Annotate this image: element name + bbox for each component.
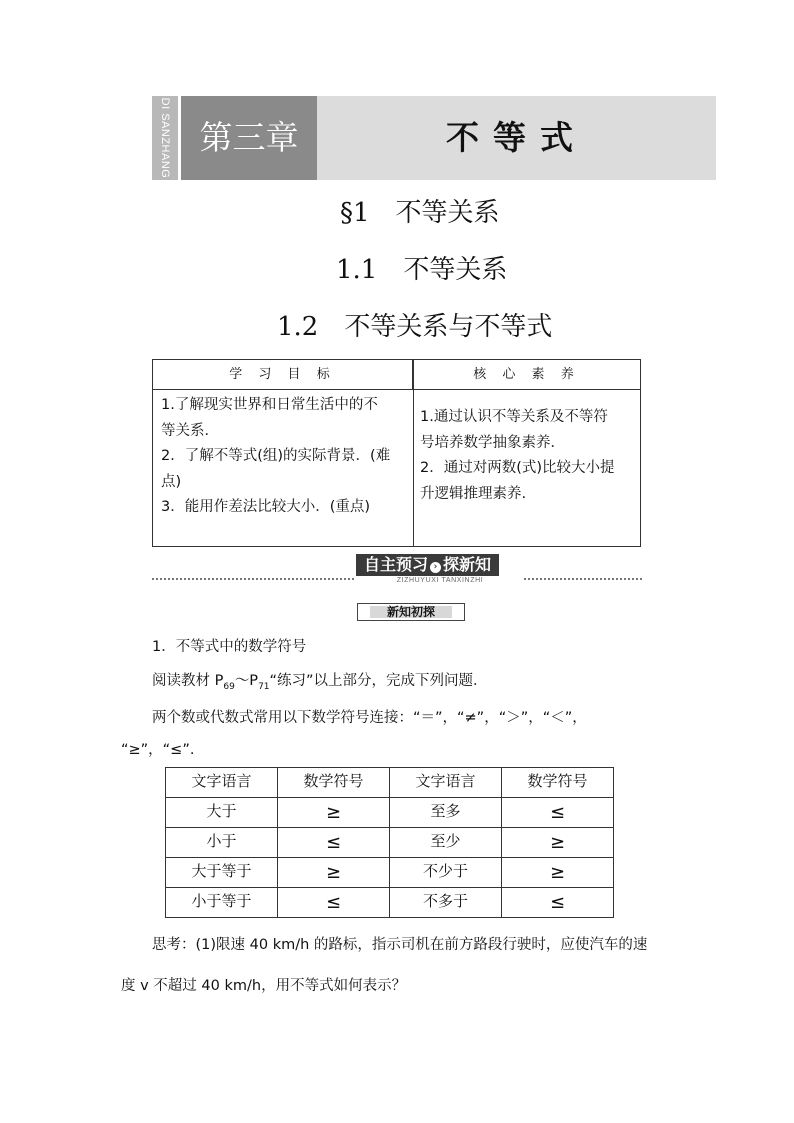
symbol-table xyxy=(165,767,614,918)
chapter-side-label xyxy=(152,96,178,180)
new-knowledge-text: 新知初探 xyxy=(370,606,452,618)
table-cell: ≤ xyxy=(502,888,614,918)
banner-pinyin: ZIZHUYUXI TANXINZHI xyxy=(356,577,524,584)
objectives-left-header: 学 习 目 标 xyxy=(153,360,413,390)
objective-line: 点) xyxy=(161,473,182,490)
table-cell: ≥ xyxy=(278,798,390,828)
literacy-line: 升逻辑推理素养. xyxy=(420,485,527,502)
section-title-1-1: 1.1 不等关系 xyxy=(336,255,508,285)
table-row xyxy=(166,798,614,828)
chapter-title: 不等式 xyxy=(446,118,587,157)
table-cell: ≤ xyxy=(278,828,390,858)
table-cell: ≥ xyxy=(278,858,390,888)
table-header-cell: 文字语言 xyxy=(390,768,502,798)
table-cell: 大于 xyxy=(166,798,278,828)
table-cell: ≥ xyxy=(502,858,614,888)
reading-text-b: ～P xyxy=(234,673,259,689)
literacy-line: 1.通过认识不等关系及不等符 xyxy=(420,409,608,425)
objectives-right-cell xyxy=(420,405,636,507)
banner-left-text: 自主预习 xyxy=(364,555,429,574)
literacy-line: 号培养数学抽象素养． xyxy=(420,434,565,451)
table-cell: 不多于 xyxy=(390,888,502,918)
table-cell: 小于等于 xyxy=(166,888,278,918)
preview-banner xyxy=(356,554,499,576)
symbols-paragraph-line1: 两个数或代数式常用以下数学符号连接：“＝”，“≠”，“＞”，“＜”， xyxy=(152,710,587,726)
table-cell: ≤ xyxy=(278,888,390,918)
objectives-right-header: 核 心 素 养 xyxy=(413,360,640,390)
objective-line: 1.了解现实世界和日常生活中的不 xyxy=(161,397,378,413)
heading-math-symbols: 1．不等式中的数学符号 xyxy=(152,639,307,655)
table-cell: 小于 xyxy=(166,828,278,858)
chapter-number: 第三章 xyxy=(181,96,317,180)
objectives-divider xyxy=(413,360,414,546)
table-cell: ≥ xyxy=(502,828,614,858)
reading-instruction xyxy=(152,669,488,692)
table-header-row xyxy=(166,768,614,798)
table-header-cell: 数学符号 xyxy=(278,768,390,798)
reading-text-a: 阅读教材 P xyxy=(152,673,224,689)
literacy-line: 2．通过对两数(式)比较大小提 xyxy=(420,460,615,476)
section-title-1-2: 1.2 不等关系与不等式 xyxy=(277,312,553,342)
think-question-line1: 思考：(1)限速 40 km/h 的路标，指示司机在前方路段行驶时，应使汽车的速 xyxy=(152,937,648,953)
objective-line: 等关系． xyxy=(161,422,219,439)
table-cell: 至多 xyxy=(390,798,502,828)
section-title-1: §1 不等关系 xyxy=(340,198,500,228)
table-row xyxy=(166,888,614,918)
chapter-side-text: DI SANZHANG xyxy=(159,97,171,179)
new-knowledge-label xyxy=(357,603,465,621)
table-cell: 不少于 xyxy=(390,858,502,888)
objectives-left-cell xyxy=(161,393,409,521)
objective-line: 2．了解不等式(组)的实际背景．(难 xyxy=(161,448,391,464)
page-start-subscript: 69 xyxy=(223,681,235,692)
reading-text-c: “练习”以上部分，完成下列问题． xyxy=(269,673,488,689)
arrow-circle-icon: › xyxy=(430,562,441,573)
table-cell: 大于等于 xyxy=(166,858,278,888)
symbols-paragraph-line2: “≥”，“≤”. xyxy=(121,742,195,758)
table-header-cell: 文字语言 xyxy=(166,768,278,798)
table-row xyxy=(166,858,614,888)
objective-line: 3．能用作差法比较大小．(重点) xyxy=(161,499,371,515)
banner-right-text: 探新知 xyxy=(443,555,492,574)
table-cell: ≤ xyxy=(502,798,614,828)
table-cell: 至少 xyxy=(390,828,502,858)
think-question-line2: 度 v 不超过 40 km/h，用不等式如何表示？ xyxy=(121,978,407,994)
page-end-subscript: 71 xyxy=(258,681,270,692)
objectives-table xyxy=(152,359,641,547)
table-header-cell: 数学符号 xyxy=(502,768,614,798)
table-row xyxy=(166,828,614,858)
